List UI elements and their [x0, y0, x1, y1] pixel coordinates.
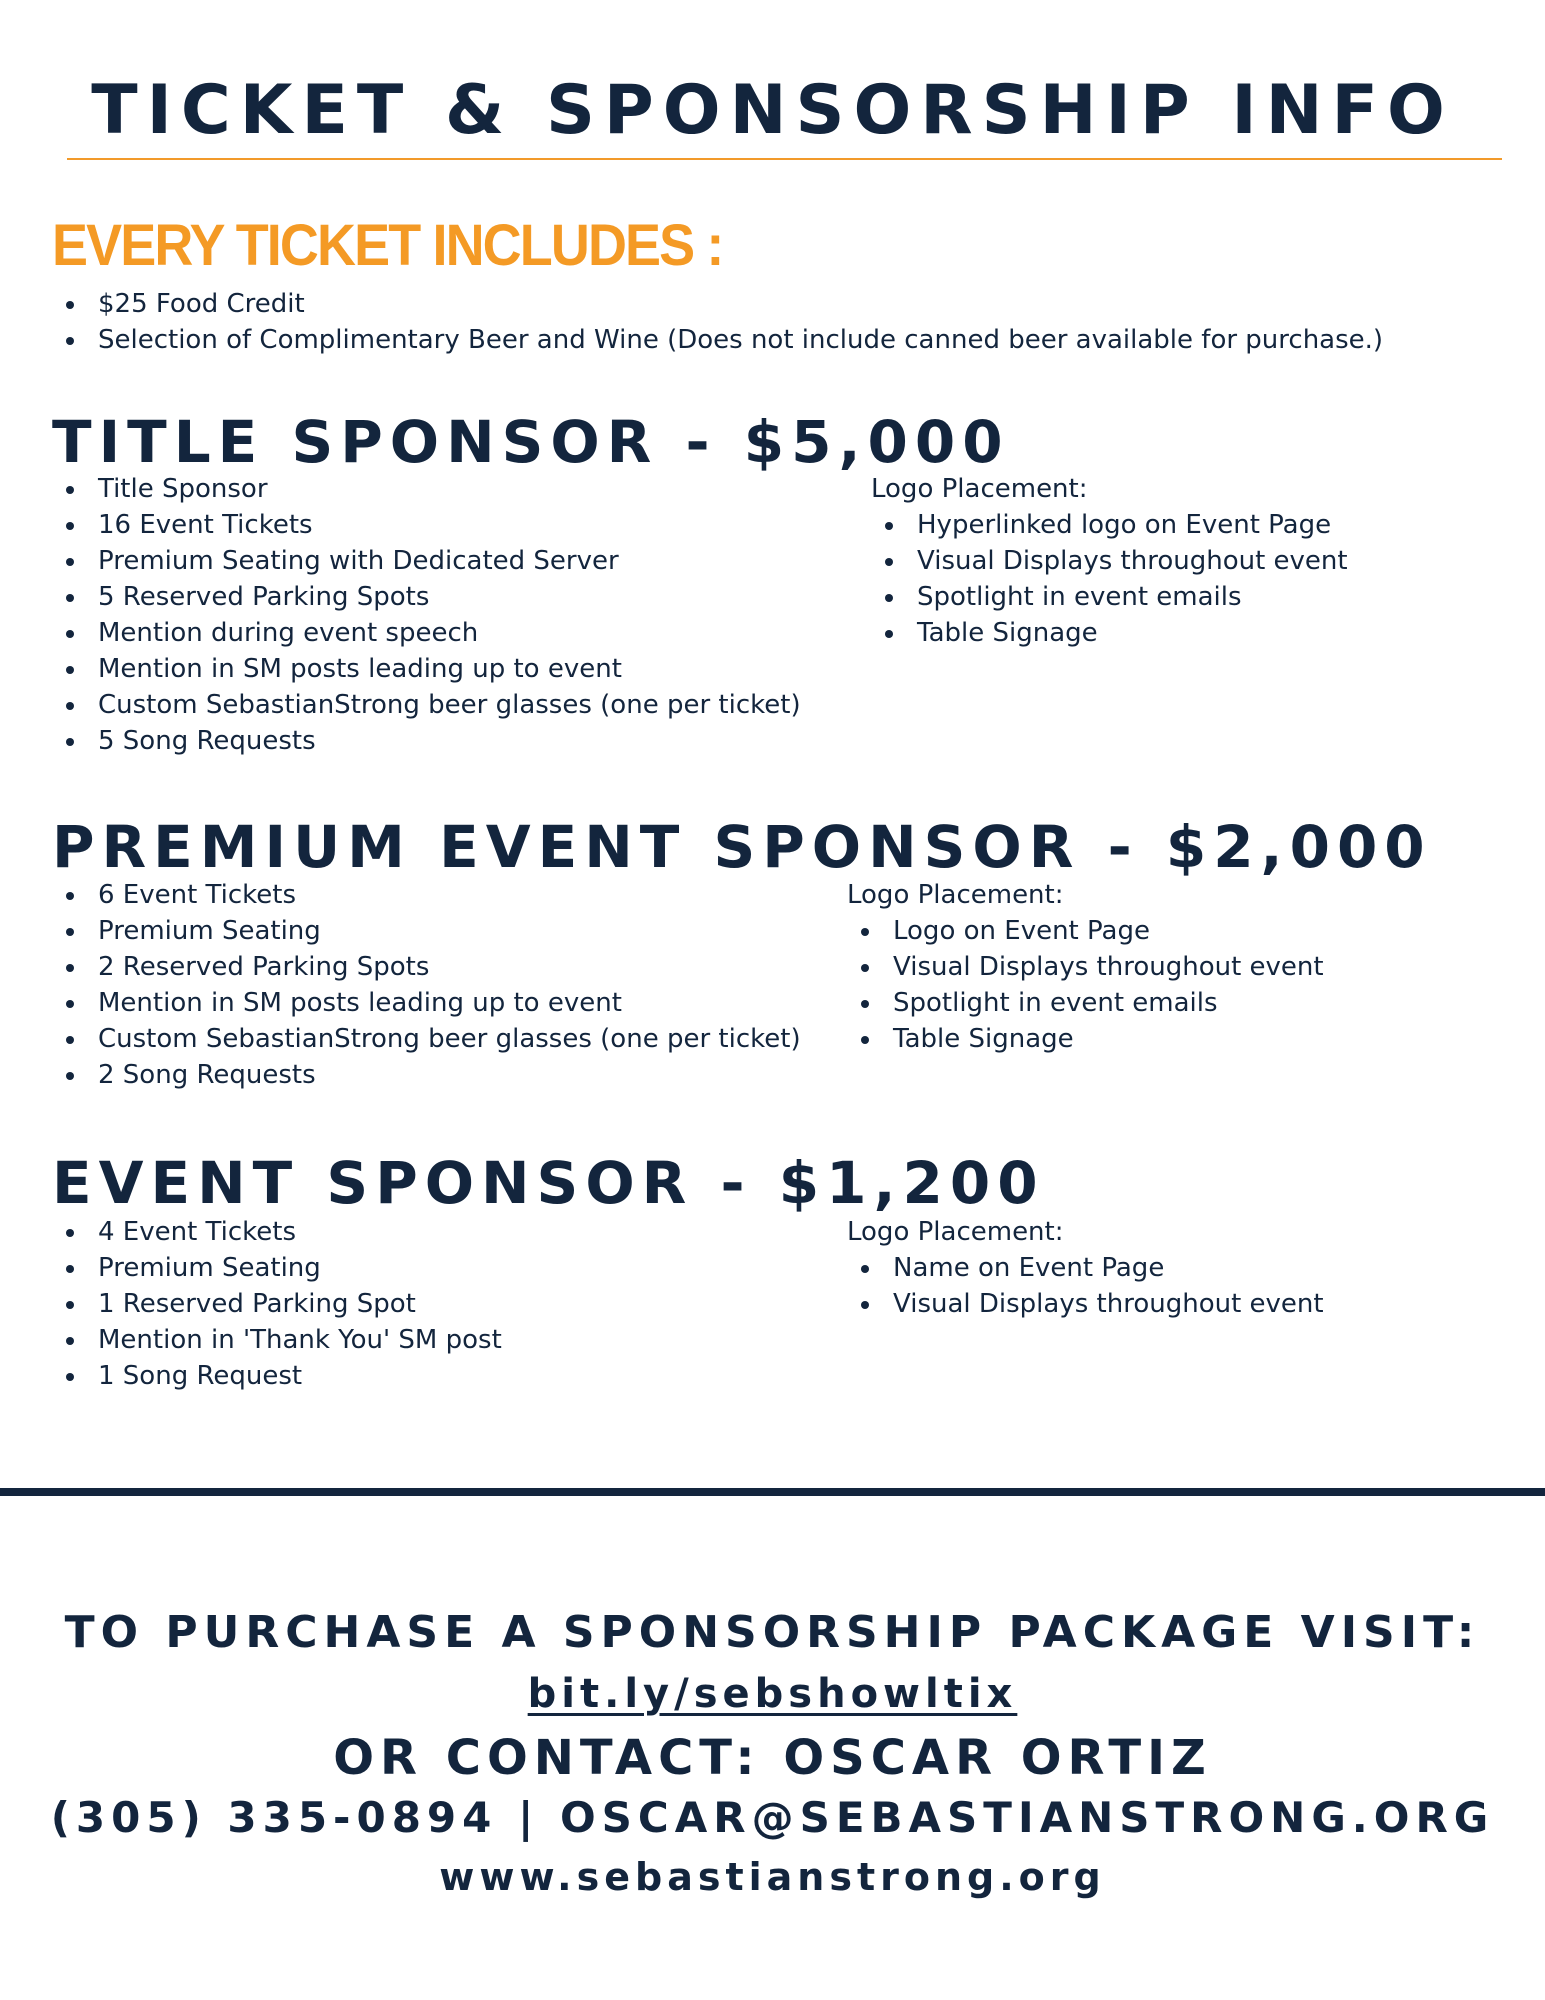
logo-placement-list	[847, 913, 1324, 1057]
title-divider	[67, 158, 1502, 160]
contact-phone-email: (305) 335-0894 | OSCAR@SEBASTIANSTRONG.ORG	[50, 1793, 1495, 1842]
list-item: 16 Event Tickets	[52, 507, 801, 543]
list-item: Hyperlinked logo on Event Page	[871, 507, 1348, 543]
contact-name: OR CONTACT: OSCAR ORTIZ	[333, 1730, 1212, 1786]
list-item: Selection of Complimentary Beer and Wine (Does not include canned beer available for purchase.)	[52, 322, 1383, 358]
list-item: Custom SebastianStrong beer glasses (one per ticket)	[52, 1021, 801, 1057]
list-item: 5 Reserved Parking Spots	[52, 579, 801, 615]
logo-placement-list	[847, 1250, 1324, 1322]
list-item: Table Signage	[847, 1021, 1324, 1057]
list-item: 4 Event Tickets	[52, 1214, 502, 1250]
list-item: Premium Seating with Dedicated Server	[52, 543, 801, 579]
list-item: Mention during event speech	[52, 615, 801, 651]
event-sponsor-heading: EVENT SPONSOR - $1,200	[52, 1149, 1045, 1217]
website-url: www.sebastianstrong.org	[439, 1855, 1106, 1899]
logo-placement-list	[871, 507, 1348, 651]
title-sponsor-heading: TITLE SPONSOR - $5,000	[52, 408, 1010, 476]
ticket-includes-list	[52, 286, 1383, 358]
logo-placement-label: Logo Placement:	[847, 1217, 1064, 1247]
event-sponsor-benefits	[52, 1214, 502, 1394]
list-item: 2 Reserved Parking Spots	[52, 949, 801, 985]
ticket-includes-heading: EVERY TICKET INCLUDES :	[52, 213, 723, 278]
list-item: 1 Reserved Parking Spot	[52, 1286, 502, 1322]
list-item: Spotlight in event emails	[871, 579, 1348, 615]
list-item: Premium Seating	[52, 913, 801, 949]
purchase-link[interactable]: bit.ly/sebshowltix	[527, 1671, 1018, 1717]
list-item: Mention in SM posts leading up to event	[52, 985, 801, 1021]
list-item: Table Signage	[871, 615, 1348, 651]
list-item: Title Sponsor	[52, 471, 801, 507]
logo-placement-label: Logo Placement:	[847, 880, 1064, 910]
list-item: Mention in 'Thank You' SM post	[52, 1322, 502, 1358]
list-item: 2 Song Requests	[52, 1057, 801, 1093]
purchase-link-row	[0, 1668, 1545, 1720]
event-sponsor-logo-placement	[847, 1214, 1324, 1322]
list-item: Visual Displays throughout event	[847, 1286, 1324, 1322]
page-title: TICKET & SPONSORSHIP INFO	[91, 71, 1454, 150]
premium-sponsor-logo-placement	[847, 877, 1324, 1057]
purchase-instructions: TO PURCHASE A SPONSORSHIP PACKAGE VISIT:	[64, 1607, 1481, 1658]
premium-sponsor-heading: PREMIUM EVENT SPONSOR - $2,000	[52, 813, 1432, 881]
list-item: Custom SebastianStrong beer glasses (one per ticket)	[52, 687, 801, 723]
list-item: Spotlight in event emails	[847, 985, 1324, 1021]
list-item: $25 Food Credit	[52, 286, 1383, 322]
list-item: Visual Displays throughout event	[847, 949, 1324, 985]
list-item: 6 Event Tickets	[52, 877, 801, 913]
title-sponsor-benefits	[52, 471, 801, 759]
list-item: Name on Event Page	[847, 1250, 1324, 1286]
list-item: 1 Song Request	[52, 1358, 502, 1394]
logo-placement-label: Logo Placement:	[871, 474, 1088, 504]
footer-divider	[0, 1488, 1545, 1496]
list-item: 5 Song Requests	[52, 723, 801, 759]
premium-sponsor-benefits	[52, 877, 801, 1093]
list-item: Visual Displays throughout event	[871, 543, 1348, 579]
list-item: Mention in SM posts leading up to event	[52, 651, 801, 687]
list-item: Logo on Event Page	[847, 913, 1324, 949]
title-sponsor-logo-placement	[871, 471, 1348, 651]
list-item: Premium Seating	[52, 1250, 502, 1286]
